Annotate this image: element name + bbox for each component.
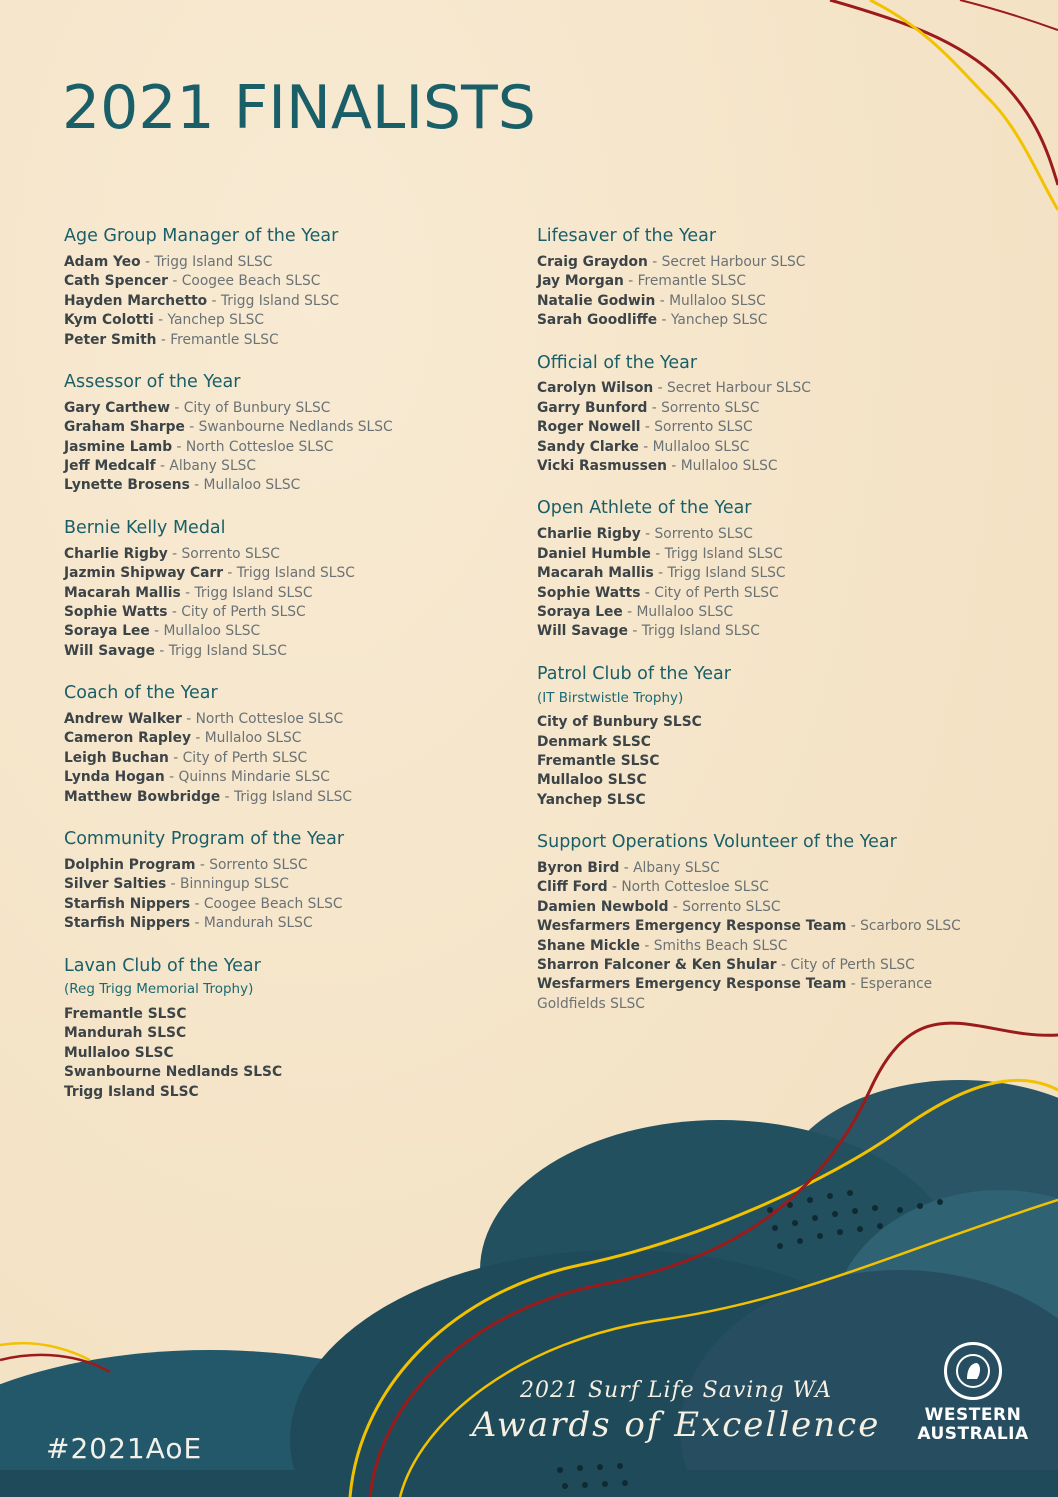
finalist-entry — [64, 418, 494, 437]
finalist-entry — [537, 438, 967, 457]
finalist-entry — [537, 457, 967, 476]
separator: - — [167, 603, 182, 620]
finalist-entry — [537, 545, 967, 564]
hashtag: #2021AoE — [46, 1432, 203, 1465]
category-title: Bernie Kelly Medal — [64, 517, 226, 538]
separator: - — [668, 898, 683, 915]
finalist-club: Fremantle SLSC — [170, 331, 279, 348]
separator: - — [190, 895, 204, 912]
finalist-entry — [64, 438, 494, 457]
finalist-name: Mullaloo SLSC — [64, 1044, 174, 1061]
separator: - — [657, 312, 671, 329]
separator: - — [650, 545, 665, 562]
finalist-entry — [537, 752, 967, 771]
separator: - — [166, 876, 180, 893]
separator: - — [846, 918, 861, 935]
separator: - — [155, 642, 169, 659]
finalist-club: Albany SLSC — [169, 458, 257, 474]
finalist-name: Daniel Humble — [537, 545, 651, 562]
finalist-entry — [64, 331, 494, 350]
finalist-entry — [64, 292, 494, 311]
finalist-name: Mullaloo SLSC — [537, 772, 647, 789]
finalist-entry — [537, 975, 967, 1014]
separator: - — [653, 565, 668, 582]
finalist-name: Macarah Mallis — [64, 584, 181, 601]
finalist-name: Wesfarmers Emergency Response Team — [537, 918, 847, 935]
separator: - — [172, 438, 186, 455]
finalist-name: Starfish Nippers — [64, 895, 191, 912]
finalist-club: Sorrento SLSC — [654, 526, 753, 543]
finalist-entry — [64, 1083, 494, 1102]
finalist-entry — [64, 476, 494, 495]
finalist-name: Jasmine Lamb — [64, 438, 173, 455]
finalist-name: Swanbourne Nedlands SLSC — [64, 1064, 283, 1081]
finalist-club: Binningup SLSC — [179, 876, 289, 893]
category-title: Coach of the Year — [64, 683, 218, 704]
finalist-entry — [64, 1063, 494, 1082]
category-title: Open Athlete of the Year — [537, 498, 752, 519]
separator: - — [156, 331, 171, 348]
finalist-name: Damien Newbold — [537, 898, 669, 915]
logo-line1: WESTERN — [924, 1405, 1022, 1425]
separator: - — [640, 526, 655, 543]
separator: - — [220, 788, 234, 805]
finalist-name: Fremantle SLSC — [64, 1005, 187, 1022]
separator: - — [619, 860, 634, 877]
finalist-entry — [537, 525, 967, 544]
finalist-club: Sorrento SLSC — [181, 545, 280, 562]
finalist-club: Mullaloo SLSC — [652, 438, 750, 455]
finalist-entry — [537, 253, 967, 272]
finalist-entry — [64, 914, 494, 933]
separator: - — [140, 253, 155, 270]
category-title: Lavan Club of the Year — [64, 955, 261, 976]
finalist-club: Sorrento SLSC — [682, 898, 781, 915]
finalist-name: Trigg Island SLSC — [64, 1083, 199, 1100]
finalist-club: City of Perth SLSC — [181, 603, 306, 620]
award-category — [64, 226, 494, 350]
finalist-club: Mandurah SLSC — [203, 915, 313, 932]
finalist-entry — [64, 564, 494, 583]
finalist-club: Sorrento SLSC — [654, 419, 753, 436]
finalist-name: Adam Yeo — [64, 253, 141, 270]
finalist-club: North Cottesloe SLSC — [621, 879, 769, 896]
finalist-club: Secret Harbour SLSC — [661, 253, 806, 270]
finalist-club: Mullaloo SLSC — [203, 477, 301, 494]
finalist-name: Sarah Goodliffe — [537, 312, 658, 329]
finalist-club: Sorrento SLSC — [661, 399, 760, 416]
finalist-club: City of Perth SLSC — [182, 749, 308, 766]
separator: - — [640, 419, 655, 436]
finalist-name: Vicki Rasmussen — [537, 458, 667, 474]
logo-line2: AUSTRALIA — [917, 1424, 1029, 1444]
finalist-club: Albany SLSC — [633, 860, 720, 877]
award-category — [64, 683, 494, 807]
separator: - — [647, 253, 662, 270]
finalist-entry — [64, 622, 494, 641]
finalist-name: Graham Sharpe — [64, 419, 185, 436]
separator: - — [655, 292, 670, 309]
finalist-club: Mullaloo SLSC — [636, 603, 734, 620]
award-category — [537, 226, 967, 331]
hill-base — [0, 1470, 1058, 1497]
finalist-entry — [64, 253, 494, 272]
finalist-club: Mullaloo SLSC — [204, 730, 302, 747]
finalist-entry — [537, 272, 967, 291]
award-category — [537, 353, 967, 477]
separator: - — [207, 292, 221, 309]
separator: - — [667, 458, 681, 474]
separator: - — [168, 273, 182, 290]
finalist-entry — [537, 956, 967, 975]
finalist-name: Charlie Rigby — [64, 545, 168, 562]
finalist-entry — [537, 399, 967, 418]
finalist-entry — [537, 564, 967, 583]
finalist-club: Fremantle SLSC — [637, 273, 746, 290]
finalist-entry — [64, 1044, 494, 1063]
separator: - — [149, 623, 164, 640]
category-title: Community Program of the Year — [64, 829, 345, 850]
separator: - — [167, 545, 182, 562]
finalist-name: Starfish Nippers — [64, 915, 191, 932]
finalist-name: Garry Bunford — [537, 399, 648, 416]
finalist-entry — [64, 545, 494, 564]
award-category — [64, 518, 494, 661]
finalist-name: Lynda Hogan — [64, 769, 165, 786]
finalist-name: Will Savage — [537, 623, 628, 640]
finalist-entry — [537, 418, 967, 437]
finalist-club: Scarboro SLSC — [860, 918, 961, 935]
finalist-name: Charlie Rigby — [537, 526, 641, 543]
finalist-name: Macarah Mallis — [537, 565, 654, 582]
top-red-line-2 — [960, 0, 1058, 30]
slswa-logo — [912, 1342, 1034, 1444]
category-title: Patrol Club of the Year — [537, 663, 731, 684]
finalist-entry — [64, 1024, 494, 1043]
finalist-club: City of Bunbury SLSC — [183, 399, 331, 416]
separator: - — [628, 623, 642, 640]
finalist-club: Trigg Island SLSC — [236, 565, 355, 582]
finalist-entry — [537, 603, 967, 622]
finalist-name: Peter Smith — [64, 331, 157, 348]
finalist-entry — [64, 311, 494, 330]
finalist-club: Coogee Beach SLSC — [181, 273, 321, 290]
finalist-club: Trigg Island SLSC — [641, 623, 760, 640]
separator: - — [638, 438, 653, 455]
finalist-name: Jeff Medcalf — [64, 458, 156, 474]
separator: - — [623, 273, 638, 290]
award-category — [64, 829, 494, 934]
finalist-name: Roger Nowell — [537, 419, 641, 436]
finalist-name: Jazmin Shipway Carr — [64, 565, 224, 582]
award-category — [537, 832, 967, 1014]
finalist-entry — [537, 292, 967, 311]
finalist-entry — [537, 791, 967, 810]
finalist-name: Sharron Falconer & Ken Shular — [537, 957, 777, 974]
finalist-club: Yanchep SLSC — [167, 312, 264, 329]
separator: - — [189, 477, 204, 494]
finalist-club: North Cottesloe SLSC — [185, 438, 334, 455]
finalist-club: Trigg Island SLSC — [667, 565, 786, 582]
separator: - — [653, 380, 668, 397]
right-column — [537, 226, 967, 1036]
award-category — [64, 372, 494, 496]
finalist-club: Swanbourne Nedlands SLSC — [198, 419, 393, 436]
finalist-name: Byron Bird — [537, 860, 620, 877]
event-title-line1: 2021 Surf Life Saving WA — [520, 1378, 832, 1403]
finalist-name: Andrew Walker — [64, 711, 182, 727]
separator: - — [190, 915, 204, 932]
finalist-name: Shane Mickle — [537, 937, 640, 954]
finalist-club: Quinns Mindarie SLSC — [178, 769, 330, 786]
finalist-name: Sophie Watts — [537, 584, 641, 601]
finalist-name: Soraya Lee — [64, 623, 150, 640]
separator: - — [776, 957, 791, 974]
separator: - — [181, 711, 196, 727]
finalist-entry — [64, 272, 494, 291]
finalist-entry — [64, 856, 494, 875]
finalist-name: Natalie Godwin — [537, 292, 656, 309]
finalist-entry — [64, 729, 494, 748]
finalist-name: Jay Morgan — [537, 273, 624, 290]
finalist-name: Kym Colotti — [64, 312, 154, 329]
finalist-club: Trigg Island SLSC — [220, 292, 339, 309]
finalist-club: Mullaloo SLSC — [163, 623, 261, 640]
finalist-name: Mandurah SLSC — [64, 1025, 187, 1042]
finalist-club: Sorrento SLSC — [209, 856, 308, 873]
category-title: Official of the Year — [537, 352, 698, 373]
award-category — [537, 498, 967, 641]
finalist-entry — [537, 859, 967, 878]
finalist-club: Trigg Island SLSC — [154, 253, 273, 270]
finalist-club: City of Perth SLSC — [654, 584, 779, 601]
left-column — [64, 226, 494, 1124]
finalist-club: Secret Harbour SLSC — [667, 380, 811, 397]
award-category — [537, 664, 967, 810]
finalist-entry — [64, 1005, 494, 1024]
finalist-name: Silver Salties — [64, 876, 167, 893]
separator: - — [180, 584, 195, 601]
top-red-line — [830, 0, 1058, 185]
separator: - — [170, 399, 184, 416]
separator: - — [639, 937, 654, 954]
finalist-entry — [64, 768, 494, 787]
finalist-name: Carolyn Wilson — [537, 380, 654, 397]
finalist-club: Esperance Goldfields SLSC — [537, 976, 933, 1012]
finalist-name: Cliff Ford — [537, 879, 608, 896]
finalist-entry — [537, 311, 967, 330]
event-title-line2: Awards of Excellence — [471, 1405, 881, 1445]
finalist-entry — [537, 878, 967, 897]
separator: - — [164, 769, 179, 786]
separator: - — [155, 458, 170, 474]
separator: - — [622, 603, 637, 620]
finalist-entry — [537, 937, 967, 956]
finalist-name: Dolphin Program — [64, 856, 196, 873]
finalist-name: Cath Spencer — [64, 273, 168, 290]
finalist-entry — [64, 603, 494, 622]
finalist-club: Yanchep SLSC — [670, 312, 768, 329]
finalist-name: Cameron Rapley — [64, 730, 191, 747]
finalist-club: Mullaloo SLSC — [669, 292, 766, 309]
separator: - — [168, 749, 183, 766]
separator: - — [184, 419, 199, 436]
finalist-entry — [537, 917, 967, 936]
finalist-club: Trigg Island SLSC — [233, 788, 353, 805]
finalist-name: Will Savage — [64, 642, 155, 659]
finalist-name: Wesfarmers Emergency Response Team — [537, 976, 847, 993]
finalist-name: City of Bunbury SLSC — [537, 714, 702, 731]
separator: - — [607, 879, 622, 896]
separator: - — [190, 730, 205, 747]
separator: - — [640, 584, 655, 601]
finalist-club: Coogee Beach SLSC — [203, 895, 343, 912]
finalist-club: Mullaloo SLSC — [680, 458, 778, 474]
finalist-name: Leigh Buchan — [64, 749, 169, 766]
finalist-entry — [64, 875, 494, 894]
finalist-name: Gary Carthew — [64, 399, 170, 416]
separator: - — [223, 565, 237, 582]
finalist-entry — [64, 584, 494, 603]
finalist-entry — [537, 771, 967, 790]
top-yellow-line — [870, 0, 1058, 210]
finalist-entry — [537, 584, 967, 603]
finalist-entry — [64, 642, 494, 661]
separator: - — [195, 856, 210, 873]
finalist-name: Craig Graydon — [537, 253, 648, 270]
finalist-name: Matthew Bowbridge — [64, 788, 221, 805]
category-title: Assessor of the Year — [64, 371, 241, 392]
finalist-name: Fremantle SLSC — [537, 752, 660, 769]
separator: - — [647, 399, 662, 416]
finalist-club: Trigg Island SLSC — [168, 642, 287, 659]
finalist-club: North Cottesloe SLSC — [195, 711, 344, 727]
category-title: Support Operations Volunteer of the Year — [537, 832, 897, 853]
award-category — [64, 956, 494, 1102]
finalist-name: Sandy Clarke — [537, 438, 639, 455]
finalist-name: Yanchep SLSC — [537, 791, 646, 808]
finalist-club: City of Perth SLSC — [790, 957, 915, 974]
finalist-entry — [537, 622, 967, 641]
finalist-entry — [537, 733, 967, 752]
finalist-entry — [64, 710, 494, 729]
finalist-name: Lynette Brosens — [64, 477, 190, 494]
separator: - — [846, 976, 861, 993]
separator: - — [153, 312, 168, 329]
finalist-name: Soraya Lee — [537, 603, 623, 620]
finalist-entry — [537, 379, 967, 398]
finalist-entry — [537, 898, 967, 917]
finalist-name: Denmark SLSC — [537, 733, 651, 750]
finalist-club: Trigg Island SLSC — [194, 584, 313, 601]
page-title: 2021 FINALISTS — [62, 73, 536, 143]
finalist-club: Trigg Island SLSC — [664, 545, 783, 562]
finalist-club: Smiths Beach SLSC — [653, 937, 788, 954]
event-title — [466, 1378, 886, 1445]
category-title: Lifesaver of the Year — [537, 226, 717, 246]
finalist-entry — [537, 713, 967, 732]
category-title: Age Group Manager of the Year — [64, 226, 339, 246]
finalist-entry — [64, 788, 494, 807]
finalist-name: Sophie Watts — [64, 603, 168, 620]
finalist-name: Hayden Marchetto — [64, 292, 208, 309]
category-subtitle: (IT Birstwistle Trophy) — [537, 689, 684, 706]
finalist-entry — [64, 895, 494, 914]
finalist-entry — [64, 457, 494, 476]
category-subtitle: (Reg Trigg Memorial Trophy) — [64, 981, 254, 998]
finalist-entry — [64, 399, 494, 418]
lifesaver-badge-icon — [944, 1342, 1002, 1400]
finalist-entry — [64, 749, 494, 768]
